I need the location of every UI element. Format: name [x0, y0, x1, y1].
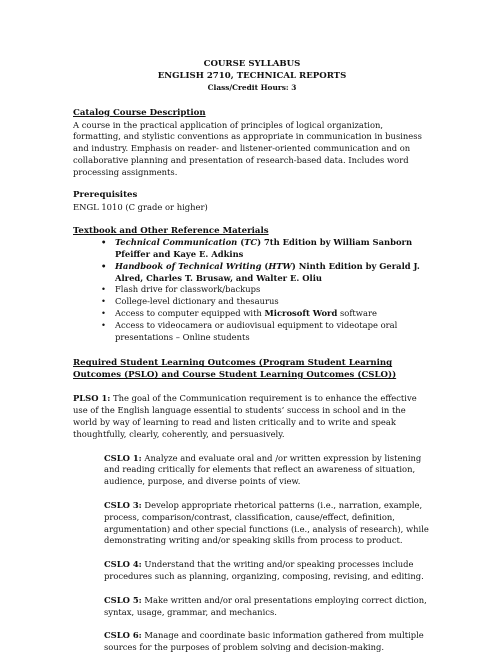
- document-header: [73, 0, 431, 93]
- cslo-6: CSLO 6: Manage and coordinate basic information gathered from multiple sources for the purposes of problem solving and decision-making.: [104, 630, 424, 653]
- list-item: • Access to computer equipped with Microsoft Word software: [101, 308, 377, 319]
- materials-list: [73, 237, 431, 343]
- plso-1: PLSO 1: The goal of the Communication requirement is to enhance the effective use of the English language essential to students’ success in school and in the world by way of learning to read and listen critically and to write and speak thoughtfully, clearly, coherently, and persuasively.: [73, 393, 417, 439]
- materials-heading: Textbook and Other Reference Materials: [73, 225, 269, 236]
- bullet-icon: •: [101, 260, 107, 271]
- materials-section: [73, 226, 431, 344]
- catalog-section: [73, 108, 431, 178]
- bullet-icon: •: [101, 319, 106, 330]
- cslo-5: CSLO 5: Make written and/or oral presentations employing correct diction, syntax, usage, grammar, and mechanics.: [104, 594, 427, 617]
- book-abbr: HTW: [268, 260, 292, 271]
- list-item: • Access to videocamera or audiovisual equipment to videotape oral presentations – Online students: [101, 319, 398, 342]
- prerequisites-heading: Prerequisites: [73, 190, 138, 201]
- cslo-list: [73, 453, 431, 654]
- course-name: ENGLISH 2710, TECHNICAL REPORTS: [157, 71, 347, 81]
- credit-hours: Class/Credit Hours: 3: [207, 83, 297, 92]
- outcomes-section: [73, 358, 431, 654]
- catalog-heading: Catalog Course Description: [73, 108, 206, 118]
- list-item: • Technical Communication (TC) 7th Edition by William Sanborn Pfeiffer and Kaye E. Adkins: [101, 237, 413, 260]
- cslo-4: CSLO 4: Understand that the writing and/or speaking processes include procedures such as planning, organizing, composing, revising, and editing.: [104, 559, 424, 582]
- list-item: • College-level dictionary and thesaurus: [101, 296, 279, 307]
- prerequisites-section: [73, 190, 431, 213]
- bullet-icon: •: [101, 237, 107, 248]
- list-item: • Flash drive for classwork/backups: [101, 284, 261, 295]
- outcomes-heading: Required Student Learning Outcomes (Program Student Learning Outcomes (PSLO) and Course Student Learning Outcomes (CSLO)): [73, 358, 397, 380]
- book-abbr: TC: [244, 237, 258, 248]
- bullet-icon: •: [101, 308, 106, 319]
- document-title: COURSE SYLLABUS: [203, 59, 301, 69]
- cslo-1: CSLO 1: Analyze and evaluate oral and /or written expression by listening and reading critically for elements that reflect an awareness of situation, audience, purpose, and diverse points of view.: [104, 452, 422, 487]
- bullet-icon: •: [101, 284, 106, 295]
- prerequisites-text: ENGL 1010 (C grade or higher): [73, 201, 208, 212]
- catalog-description: A course in the practical application of principles of logical organization, formatting, and stylistic conventions as appropriate in communication in business and industry. Emphasis on reader- and listener-oriented communication and on collaborative planning and presentation of research-based data. Includes word processing assignments.: [73, 119, 422, 177]
- list-item: • Handbook of Technical Writing (HTW) Ninth Edition by Gerald J. Alred, Charles T. Brusaw, and Walter E. Oliu: [101, 260, 420, 283]
- bullet-icon: •: [101, 296, 106, 307]
- cslo-3: CSLO 3: Develop appropriate rhetorical patterns (i.e., narration, example, process, comparison/contrast, classification, cause/effect, definition, argumentation) and other special functions (i.e., analysis of research), while demonstrating writing and/or speaking skills from process to product.: [104, 500, 429, 546]
- book-title: Handbook of Technical Writing: [115, 260, 262, 271]
- book-title: Technical Communication: [115, 237, 238, 248]
